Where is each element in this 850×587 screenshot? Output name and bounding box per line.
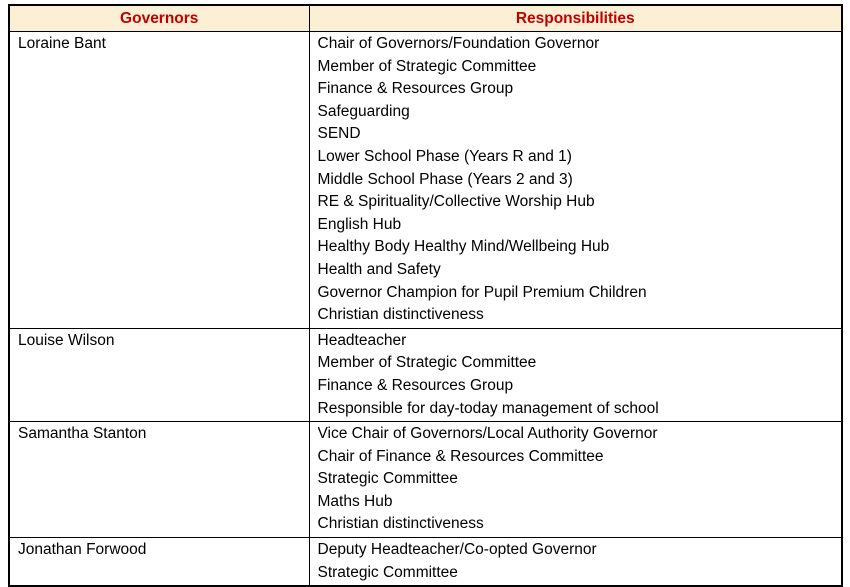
responsibility-line: Member of Strategic Committee [317, 354, 537, 372]
governor-name-cell [9, 538, 309, 587]
governor-name: Louise Wilson [18, 331, 115, 349]
governor-name: Samantha Stanton [18, 425, 147, 443]
responsibility-line: Member of Strategic Committee [317, 57, 537, 75]
governor-name-cell [9, 422, 309, 538]
column-header-governors: Governors [9, 5, 309, 32]
table-header-row [9, 5, 842, 32]
responsibility-line: Headteacher [317, 331, 407, 349]
responsibilities-cell [309, 328, 842, 421]
responsibility-line: Christian distinctiveness [317, 306, 484, 324]
responsibility-line: Responsible for day-today management of school [317, 399, 659, 417]
table-row [9, 32, 842, 329]
responsibility-line: Governor Champion for Pupil Premium Children [317, 283, 647, 301]
responsibility-line: Finance & Resources Group [317, 80, 514, 98]
responsibility-line: Safeguarding [317, 102, 410, 120]
responsibility-line: Strategic Committee [317, 563, 458, 581]
responsibility-line: RE & Spirituality/Collective Worship Hub [317, 193, 595, 211]
responsibilities-cell [309, 32, 842, 329]
responsibility-line: Health and Safety [317, 260, 441, 278]
governor-name: Loraine Bant [18, 35, 106, 52]
responsibility-line: Healthy Body Healthy Mind/Wellbeing Hub [317, 238, 610, 256]
table-row [9, 422, 842, 538]
column-header-responsibilities: Responsibilities [309, 5, 842, 32]
table-row [9, 328, 842, 421]
responsibility-line: Christian distinctiveness [317, 515, 484, 533]
responsibilities-cell [309, 422, 842, 538]
responsibility-line: Lower School Phase (Years R and 1) [317, 147, 572, 165]
responsibility-line: Vice Chair of Governors/Local Authority Governor [317, 425, 658, 443]
responsibility-line: Strategic Committee [317, 470, 458, 488]
governors-table [8, 4, 843, 587]
responsibility-line: Deputy Headteacher/Co-opted Governor [317, 541, 597, 559]
governor-name-cell [9, 328, 309, 421]
responsibility-line: SEND [317, 125, 361, 143]
responsibility-line: Chair of Governors/Foundation Governor [317, 35, 600, 52]
responsibility-line: Finance & Resources Group [317, 376, 514, 394]
responsibilities-cell [309, 538, 842, 587]
governor-name-cell [9, 32, 309, 329]
responsibility-line: English Hub [317, 215, 402, 233]
responsibility-line: Middle School Phase (Years 2 and 3) [317, 170, 573, 188]
governor-name: Jonathan Forwood [18, 541, 147, 559]
responsibility-line: Chair of Finance & Resources Committee [317, 447, 604, 465]
table-row [9, 538, 842, 587]
responsibility-line: Maths Hub [317, 492, 393, 510]
